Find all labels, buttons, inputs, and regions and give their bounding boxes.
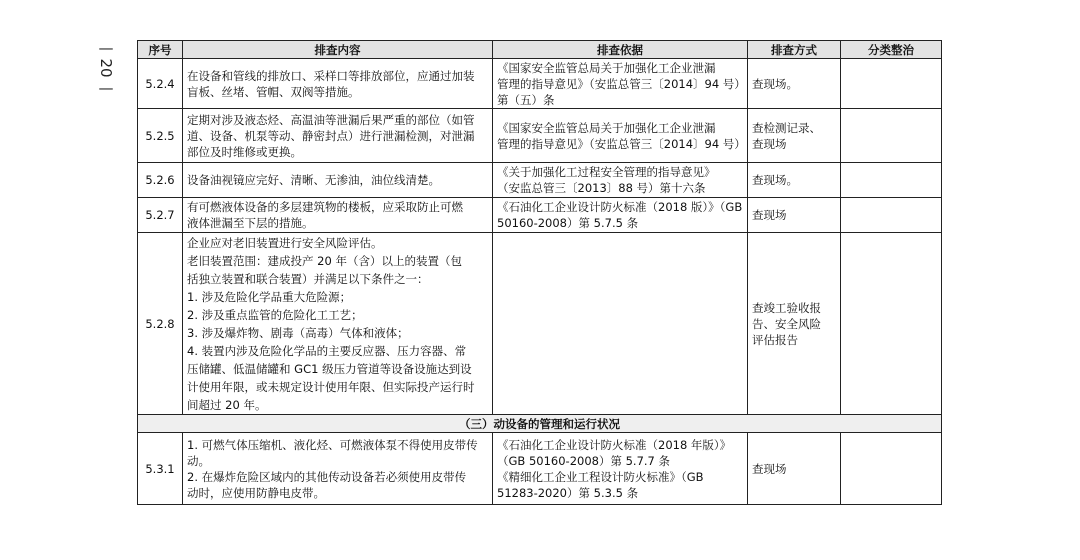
basis-line: 管理的指导意见》（安监总管三〔2014〕94 号）: [497, 136, 746, 151]
basis-line: 第（五）条: [497, 92, 555, 107]
row-method: [748, 109, 841, 163]
row-content: [183, 433, 493, 505]
row-method: [748, 233, 841, 415]
content-line: 动时，应使用防静电皮带。: [187, 485, 325, 500]
content-line: 盲板、丝堵、管帽、双阀等措施。: [187, 84, 360, 99]
row-content: [183, 198, 493, 233]
content-line: 部位及时维修或更换。: [187, 144, 302, 159]
basis-line: 50160-2008）第 5.7.5 条: [497, 216, 639, 230]
content-line: 1. 涉及危险化学品重大危险源；: [187, 289, 352, 304]
content-line: 1. 可燃气体压缩机、液化烃、可燃液体泵不得使用皮带传: [187, 437, 478, 452]
row-content: [183, 109, 493, 163]
content-line: 老旧装置范围：建成投产 20 年（含）以上的装置（包: [187, 253, 462, 268]
content-line: 液体泄漏至下层的措施。: [187, 216, 314, 230]
table-row: [138, 233, 942, 415]
basis-line: 管理的指导意见》（安监总管三〔2014〕94 号）: [497, 76, 746, 91]
row-basis: [493, 433, 748, 505]
header-content: 排查内容: [183, 41, 493, 59]
basis-line: 《国家安全监管总局关于加强化工企业泄漏: [497, 120, 716, 135]
method-line: 查竣工验收报: [752, 300, 821, 315]
row-basis: [493, 198, 748, 233]
content-line: 括独立装置和联合装置）并满足以下条件之一：: [187, 271, 429, 286]
content-line: 计使用年限，或未规定设计使用年限、但实际投产运行时: [187, 379, 475, 394]
page-number-dash-top: —: [98, 39, 114, 57]
basis-line: 《关于加强化工过程安全管理的指导意见》: [497, 165, 716, 179]
row-basis: [493, 59, 748, 109]
row-seq: 5.2.5: [138, 109, 183, 163]
row-content: [183, 59, 493, 109]
content-line: 设备油视镜应完好、清晰、无渗油，油位线清楚。: [187, 173, 440, 187]
header-method: 排查方式: [748, 41, 841, 59]
row-basis: [493, 163, 748, 198]
basis-line: 《国家安全监管总局关于加强化工企业泄漏: [497, 60, 716, 75]
content-line: 2. 在爆炸危险区域内的其他传动设备若必须使用皮带传: [187, 469, 467, 484]
row-method: [748, 163, 841, 198]
content-line: 2. 涉及重点监管的危险化工工艺；: [187, 307, 363, 322]
header-rectify: 分类整治: [841, 41, 942, 59]
basis-line: 51283-2020）第 5.3.5 条: [497, 485, 639, 500]
header-basis: 排查依据: [493, 41, 748, 59]
row-seq: 5.2.7: [138, 198, 183, 233]
content-line: 定期对涉及液态烃、高温油等泄漏后果严重的部位（如管: [187, 112, 475, 127]
content-line: 间超过 20 年。: [187, 397, 267, 412]
basis-line: （GB 50160-2008）第 5.7.7 条: [497, 453, 671, 468]
method-line: 查现场: [752, 461, 787, 476]
header-row: [138, 41, 942, 59]
row-rectify: [841, 233, 942, 415]
table-row: [138, 59, 942, 109]
content-line: 压储罐、低温储罐和 GC1 级压力管道等设备设施达到设: [187, 361, 472, 376]
content-line: 在设备和管线的排放口、采样口等排放部位，应通过加装: [187, 68, 475, 83]
content-line: 3. 涉及爆炸物、剧毒（高毒）气体和液体；: [187, 325, 409, 340]
row-seq: 5.2.8: [138, 233, 183, 415]
row-rectify: [841, 109, 942, 163]
row-method: [748, 59, 841, 109]
table-row: [138, 433, 942, 505]
basis-line: （安监总管三〔2013〕88 号）第十六条: [497, 181, 706, 195]
header-seq: 序号: [138, 41, 183, 59]
content-line: 有可燃液体设备的多层建筑物的楼板，应采取防止可燃: [187, 200, 463, 214]
method-line: 告、安全风险: [752, 316, 821, 331]
row-basis: [493, 233, 748, 415]
method-line: 评估报告: [752, 332, 798, 347]
row-method: [748, 198, 841, 233]
row-rectify: [841, 163, 942, 198]
basis-line: 《石油化工企业设计防火标准（2018 年版）》: [497, 437, 732, 452]
content-line: 企业应对老旧装置进行安全风险评估。: [187, 235, 383, 250]
row-rectify: [841, 59, 942, 109]
row-seq: 5.2.6: [138, 163, 183, 198]
row-basis: [493, 109, 748, 163]
row-rectify: [841, 433, 942, 505]
table-row: [138, 109, 942, 163]
row-seq: 5.3.1: [138, 433, 183, 505]
method-line: 查检测记录、: [752, 120, 821, 135]
page-number-dash-bottom: —: [98, 79, 114, 97]
row-seq: 5.2.4: [138, 59, 183, 109]
basis-line: 《精细化工企业工程设计防火标准》（GB: [497, 469, 704, 484]
row-method: [748, 433, 841, 505]
method-line: 查现场。: [752, 173, 798, 187]
table-row: [138, 163, 942, 198]
row-content: [183, 163, 493, 198]
row-content: [183, 233, 493, 415]
content-line: 4. 装置内涉及危险化学品的主要反应器、压力容器、常: [187, 343, 467, 358]
method-line: 查现场。: [752, 76, 798, 91]
table-row: [138, 198, 942, 233]
inspection-table: [137, 40, 942, 505]
basis-line: 《石油化工企业设计防火标准（2018 版）》（GB: [497, 200, 743, 214]
page-number-value: 20: [97, 58, 115, 78]
row-rectify: [841, 198, 942, 233]
section-title: （三）动设备的管理和运行状况: [138, 415, 942, 433]
content-line: 道、设备、机泵等动、静密封点）进行泄漏检测，对泄漏: [187, 128, 475, 143]
section-row: [138, 415, 942, 433]
method-line: 查现场: [752, 136, 787, 151]
page-number: [96, 40, 116, 96]
method-line: 查现场: [752, 208, 787, 222]
content-line: 动。: [187, 453, 210, 468]
